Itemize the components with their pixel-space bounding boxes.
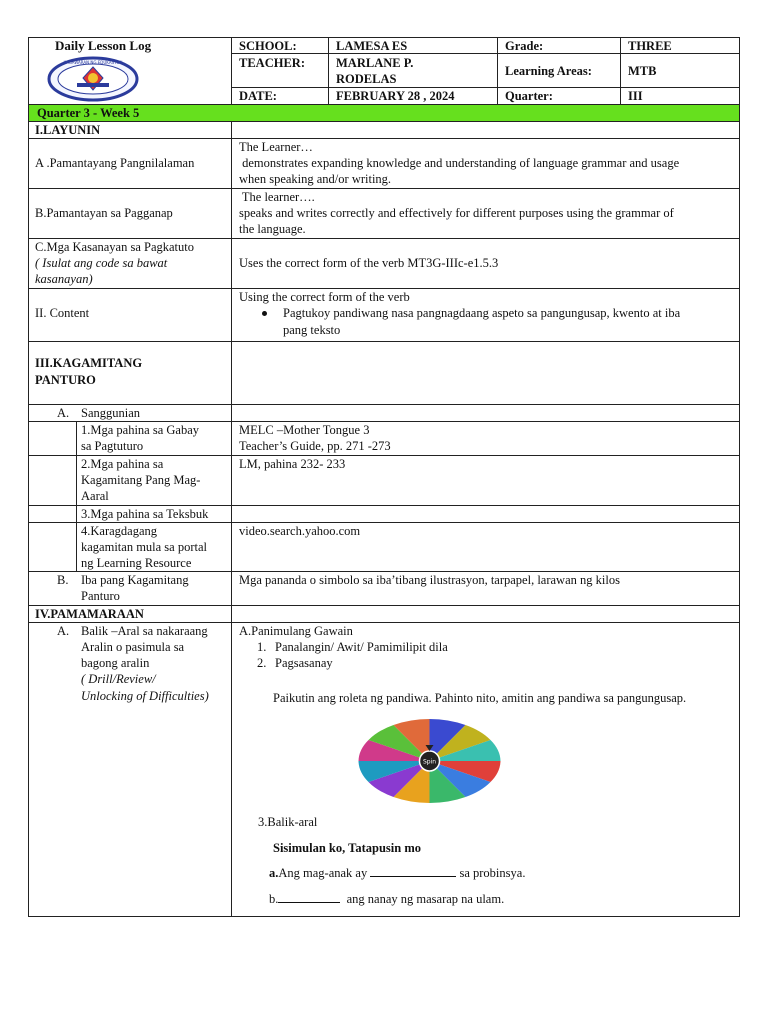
iba-label-line2: Panturo	[81, 589, 120, 603]
content-label: II. Content	[35, 306, 90, 320]
sentence-b-blank[interactable]	[278, 891, 340, 903]
pamamaraan-heading: IV.PAMAMARAAN	[35, 607, 144, 621]
log-title: Daily Lesson Log	[55, 38, 152, 53]
iba-label-line1: Iba pang Kagamitang	[81, 573, 189, 587]
kagamitan-heading-line1: III.KAGAMITANG	[35, 356, 143, 370]
panimulang-gawain: A.Panimulang Gawain	[239, 624, 353, 638]
school-label: SCHOOL:	[239, 39, 297, 53]
kasanayan-value: Uses the correct form of the verb MT3G-IIIc-e1.5.3	[239, 256, 499, 270]
karagdagang-label-line3: ng Learning Resource	[81, 556, 192, 570]
learning-areas-label: Learning Areas:	[505, 64, 592, 78]
date-value: FEBRUARY 28 , 2024	[336, 89, 455, 103]
list-item-2-number: 2.	[257, 656, 267, 670]
sentence-a-after: sa probinsya.	[456, 866, 526, 880]
gabay-label-line2: sa Pagtuturo	[81, 439, 144, 453]
balik-label-line1: Balik –Aral sa nakaraang	[81, 624, 208, 638]
deped-seal-icon	[47, 56, 139, 102]
karagdagang-value[interactable]: video.search.yahoo.com	[239, 524, 361, 538]
balik-label-line2: Aralin o pasimula sa	[81, 640, 185, 654]
list-item-2: Pagsasanay	[275, 656, 333, 670]
pamantayang-line2: demonstrates expanding knowledge and understanding of language grammar and usage	[239, 156, 680, 170]
kasanayan-label: C.Mga Kasanayan sa Pagkatuto	[35, 240, 194, 254]
teacher-value-line1: MARLANE P.	[336, 56, 414, 70]
date-label: DATE:	[239, 89, 277, 103]
sentence-b-after: ang nanay ng masarap na ulam.	[340, 892, 505, 906]
pamantayang-line3: when speaking and/or writing.	[239, 172, 392, 186]
karagdagang-label-line1: 4.Karagdagang	[81, 524, 158, 538]
balik-label-line4: ( Drill/Review/	[81, 672, 156, 686]
kagamitang-value: LM, pahina 232- 233	[239, 457, 346, 471]
content-bullet-line1: Pagtukoy pandiwang nasa pangnagdaang aspeto sa pangungusap, kwento at iba	[283, 306, 681, 320]
sanggunian-marker: A.	[57, 406, 70, 420]
layunin-heading: I.LAYUNIN	[35, 123, 101, 137]
kagamitang-label-line2: Kagamitang Pang Mag-	[81, 473, 201, 487]
sentence-a-before: Ang mag-anak ay	[278, 866, 371, 880]
gabay-value-line1: MELC –Mother Tongue 3	[239, 423, 370, 437]
sentence-a	[264, 865, 530, 881]
pagganap-line3: the language.	[239, 222, 306, 236]
karagdagang-label-line2: kagamitan mula sa portal	[81, 540, 208, 554]
learning-areas-value: MTB	[628, 64, 657, 78]
kasanayan-sub2: kasanayan)	[35, 272, 93, 286]
teksbuk-label: 3.Mga pahina sa Teksbuk	[81, 507, 209, 521]
sentence-a-blank[interactable]	[370, 865, 456, 877]
balik-marker: A.	[57, 624, 70, 638]
school-value: LAMESA ES	[336, 39, 408, 53]
gabay-value-line2: Teacher’s Guide, pp. 271 -273	[239, 439, 391, 453]
balik-aral-label: 3.Balik-aral	[258, 815, 318, 829]
gabay-label-line1: 1.Mga pahina sa Gabay	[81, 423, 200, 437]
kagamitan-heading-line2: PANTURO	[35, 373, 96, 387]
paikutin-instruction: Paikutin ang roleta ng pandiwa. Pahinto nito, amitin ang pandiwa sa pangungusap.	[273, 691, 687, 705]
sisimulan-heading: Sisimulan ko, Tatapusin mo	[273, 841, 421, 855]
pagganap-line1: The learner….	[239, 190, 315, 204]
content-line1: Using the correct form of the verb	[239, 290, 410, 304]
kagamitang-label-line1: 2.Mga pahina sa	[81, 457, 164, 471]
pagganap-line2: speaks and writes correctly and effectively for different purposes using the grammar of	[239, 206, 674, 220]
list-item-1: Panalangin/ Awit/ Pamimilipit dila	[275, 640, 448, 654]
content-bullet-line2: pang teksto	[283, 323, 341, 337]
balik-label-line5: Unlocking of Difficulties)	[81, 689, 209, 703]
iba-value: Mga pananda o simbolo sa iba’tibang ilustrasyon, tarpapel, larawan ng kilos	[239, 573, 620, 587]
sanggunian-label: Sanggunian	[81, 406, 141, 420]
sentence-a-marker: a.	[269, 866, 279, 880]
svg-text:KAGAWARAN NG EDUKASYON: KAGAWARAN NG EDUKASYON	[63, 60, 123, 65]
kasanayan-sub1: ( Isulat ang code sa bawat	[35, 256, 168, 270]
sentence-b	[264, 891, 509, 907]
list-item-1-number: 1.	[257, 640, 267, 654]
kagamitang-label-line3: Aaral	[81, 489, 109, 503]
grade-label: Grade:	[505, 39, 544, 53]
quarter-value: III	[628, 89, 643, 103]
teacher-value-line2: RODELAS	[336, 72, 397, 86]
quarter-week-label: Quarter 3 - Week 5	[37, 106, 140, 120]
spin-wheel-icon[interactable]	[358, 718, 501, 804]
balik-label-line3: bagong aralin	[81, 656, 150, 670]
iba-marker: B.	[57, 573, 69, 587]
content-bullet-dot	[262, 311, 267, 316]
pamantayang-line1: The Learner…	[239, 140, 313, 154]
sentence-b-marker: b.	[269, 892, 279, 906]
pamantayang-label: A .Pamantayang Pangnilalaman	[35, 156, 195, 170]
quarter-label: Quarter:	[505, 89, 553, 103]
svg-text:Spin: Spin	[422, 758, 437, 766]
teacher-label: TEACHER:	[239, 56, 305, 70]
grade-value: THREE	[628, 39, 672, 53]
pagganap-label: B.Pamantayan sa Pagganap	[35, 206, 173, 220]
